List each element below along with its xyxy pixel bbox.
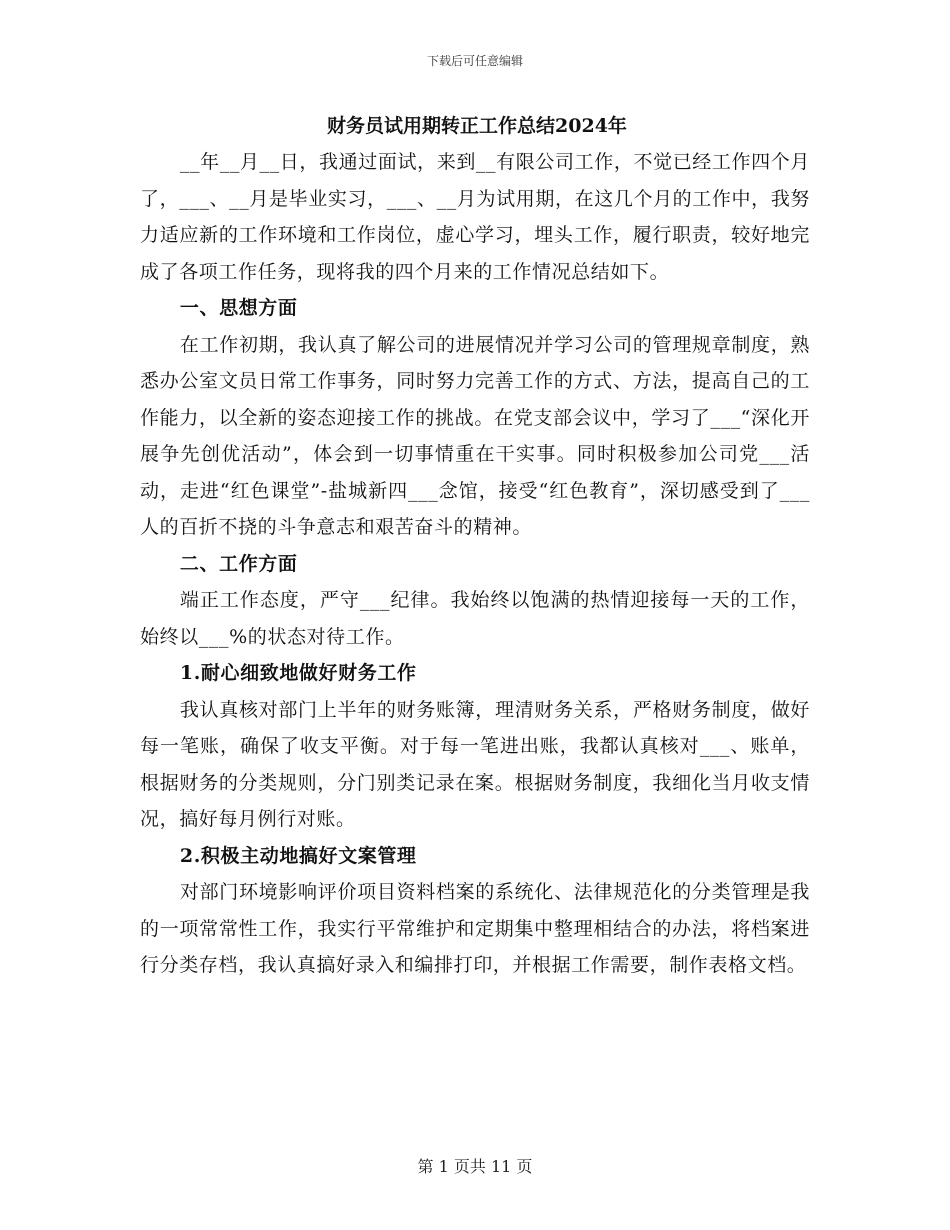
paragraph-thought: 在工作初期，我认真了解公司的进展情况并学习公司的管理规章制度，熟悉办公室文员日常工作事务，同时努力完善工作的方式、方法，提高自己的工作能力，以全新的姿态迎接工作的挑战。在党支部会议中，学习了___“深化开展争先创优活动”，体会到一切事情重在干实事。同时积极参加公司党___活动，走进“红色课堂”-盐城新四___念馆，接受“红色教育”，深切感受到了___人的百折不挠的斗争意志和艰苦奋斗的精神。	[140, 333, 810, 538]
document-title: 财务员试用期转正工作总结2024年	[327, 115, 627, 137]
section-heading-work: 二、工作方面	[179, 552, 298, 575]
header-note: 下载后可任意编辑	[426, 54, 523, 68]
paragraph-work: 端正工作态度，严守___纪律。我始终以饱满的热情迎接每一天的工作，始终以___%的状态对待工作。	[140, 589, 810, 648]
paragraph-archive: 对部门环境影响评价项目资料档案的系统化、法律规范化的分类管理是我的一项常常性工作，我实行平常维护和定期集中整理相结合的办法，将档案进行分类存档，我认真搞好录入和编排打印，并根据工作需要，制作表格文档。	[140, 881, 810, 976]
document-body	[140, 108, 810, 984]
paragraph-intro: __年__月__日，我通过面试，来到__有限公司工作，不觉已经工作四个月了，___、__月是毕业实习，___、__月为试用期，在这几个月的工作中，我努力适应新的工作环境和工作岗位，虚心学习，埋头工作，履行职责，较好地完成了各项工作任务，现将我的四个月来的工作情况总结如下。	[140, 151, 810, 283]
page-footer: 第 1 页共 11 页	[417, 1157, 533, 1176]
subheading-finance: 1.耐心细致地做好财务工作	[179, 662, 417, 684]
subheading-archive: 2.积极主动地搞好文案管理	[179, 844, 417, 867]
section-heading-thought: 一、思想方面	[179, 297, 298, 319]
paragraph-finance: 我认真核对部门上半年的财务账簿，理清财务关系，严格财务制度，做好每一笔账，确保了收支平衡。对于每一笔进出账，我都认真核对___、账单，根据财务的分类规则，分门别类记录在案。根据财务制度，我细化当月收支情况，搞好每月例行对账。	[140, 698, 810, 830]
